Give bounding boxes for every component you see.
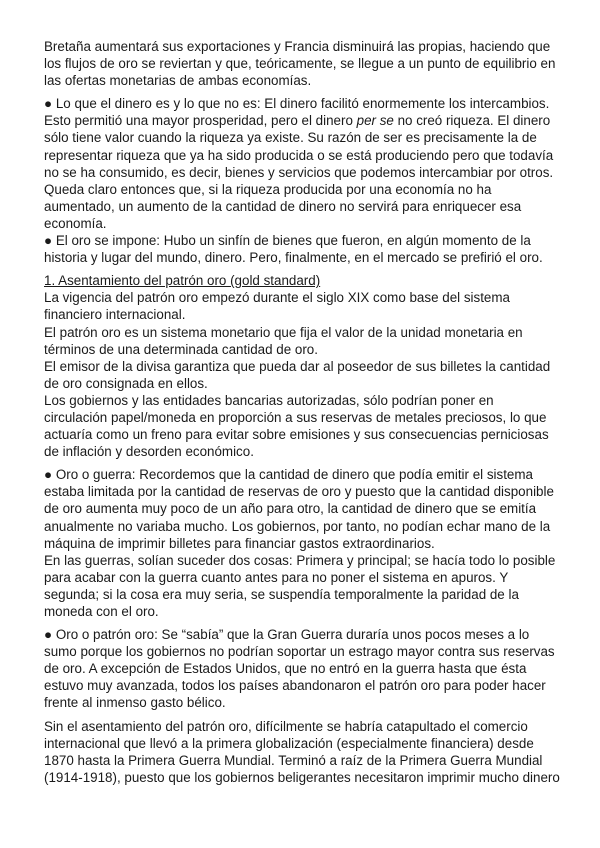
bullet-text-a: El dinero facilitó enormemente los intercambios. Esto permitió una mayor prosperidad, pero el dinero (44, 96, 550, 129)
bullet-gold-or-gold-standard (44, 626, 560, 711)
document-page (44, 38, 560, 786)
section-paragraph: La vigencia del patrón oro empezó durante el siglo XIX como base del sistema financiero internacional. (44, 290, 510, 323)
bullet-title: Oro o guerra: (55, 467, 136, 483)
section-paragraph: Los gobiernos y las entidades bancarias autorizadas, sólo podrían poner en circulación papel/moneda en proporción a sus reservas de metales preciosos, lo que actuaría como un freno para evitar sobre emisiones y sus consecuencias perniciosas de inflación y desorden económico. (44, 392, 549, 460)
bullet-text: Hubo un sinfín de bienes que fueron, en algún momento de la historia y lugar del mundo, dinero. Pero, finalmente, en el mercado se prefirió el oro. (44, 233, 543, 266)
bullet-money-what-it-is (44, 95, 560, 232)
bullet-marker: ● (44, 96, 53, 112)
war-paragraph: En las guerras, solían suceder dos cosas: Primera y principal; se hacía todo lo posible para acabar con la guerra cuanto antes para no poner el sistema en apuros. Y segunda; si la cosa era muy seria, se suspendía temporalmente la paridad de la moneda con el oro. (44, 552, 556, 619)
bullet-marker: ● (44, 467, 53, 483)
bullet-text: Se “sabía” que la Gran Guerra duraría unos pocos meses a lo sumo porque los gobiernos no podrían soportar un estrago mayor contra sus reservas de oro. A excepción de Estados Unidos, que no entró en la guerra hasta que ésta estuvo muy avanzada, todos los países abandonaron el patrón oro para poder hacer frente al inmenso gasto bélico. (44, 627, 555, 711)
bullet-title: El oro se impone: (55, 233, 161, 249)
bullet-title: Lo que el dinero es y lo que no es: (55, 96, 261, 112)
bullet-marker: ● (44, 233, 53, 249)
bullet-title: Oro o patrón oro: (55, 627, 158, 643)
bullet-gold-or-war (44, 466, 560, 551)
closing-paragraph: Sin el asentamiento del patrón oro, difícilmente se habría catapultado el comercio internacional que llevó a la primera globalización (especialmente financiera) desde 1870 hasta la Primera Guerra Mundial. Terminó a raíz de la Primera Guerra Mundial (1914-1918), puesto que los gobiernos beligerantes necesitaron imprimir mucho dinero (44, 718, 560, 785)
section-heading: 1. Asentamiento del patrón oro (gold standard) (44, 273, 321, 289)
bullet-emphasis: per se (356, 113, 394, 129)
bullet-text: Recordemos que la cantidad de dinero que podía emitir el sistema estaba limitada por la cantidad de reservas de oro y puesto que la cantidad disponible de oro aumenta muy poco de un año para otro, la cantidad de dinero que se emitía anualmente no variaba mucho. Los gobiernos, por tanto, no podían echar mano de la máquina de imprimir billetes para financiar gastos extraordinarios. (44, 467, 554, 551)
section-paragraph: El emisor de la divisa garantiza que pueda dar al poseedor de sus billetes la cantidad de oro consignada en ellos. (44, 358, 551, 391)
bullet-gold-prevails (44, 232, 560, 266)
intro-paragraph: Bretaña aumentará sus exportaciones y Francia disminuirá las propias, haciendo que los flujos de oro se reviertan y que, teóricamente, se llegue a un punto de equilibrio en las ofertas monetarias de ambas economías. (44, 39, 556, 89)
bullet-marker: ● (44, 627, 53, 643)
bullet-text-b: no creó riqueza. El dinero sólo tiene valor cuando la riqueza ya existe. Su razón de ser es precisamente la de representar riqueza que ya ha sido producida o se está produciendo pero que todavía no se ha consumido, es decir, bienes y servicios que podemos intercambiar por otros. Queda claro entonces que, si la riqueza producida por una economía no ha aumentado, un aumento de la cantidad de dinero no servirá para enriquecer esa economía. (44, 113, 554, 231)
section-paragraph: El patrón oro es un sistema monetario que fija el valor de la unidad monetaria en términos de una determinada cantidad de oro. (44, 324, 523, 357)
